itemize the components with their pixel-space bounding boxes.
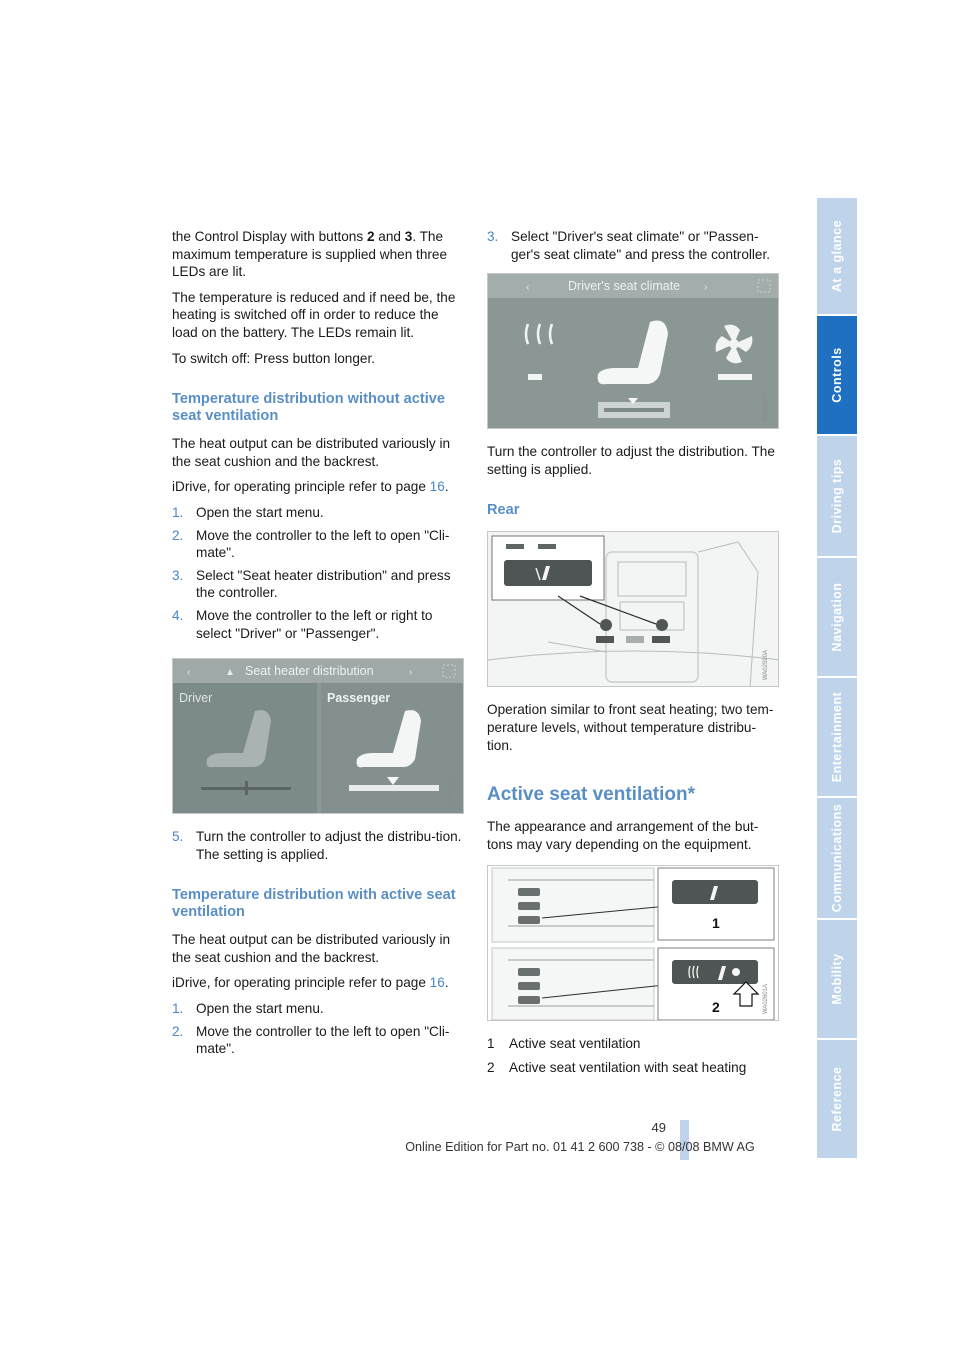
figure-drivers-seat-climate <box>487 273 779 429</box>
page-link-16[interactable]: 16 <box>429 479 445 495</box>
fig1-code: VW01252S <box>448 776 455 808</box>
step-5-list <box>172 828 464 863</box>
figure-active-seat-ventilation <box>487 865 779 1021</box>
step-item: 2. Move the controller to the left to open "Cli-mate". <box>172 1023 450 1057</box>
page-number: 49 <box>651 1120 666 1135</box>
steps-without-list <box>172 504 464 642</box>
steps-with-list <box>172 1000 464 1058</box>
step-item: 4. Move the controller to the left or right to select "Driver" or "Passenger". <box>172 607 433 641</box>
page-link-16[interactable]: 16 <box>429 975 445 991</box>
with-paragraph-1: The heat output can be distributed variously in the seat cushion and the backrest. <box>172 932 451 965</box>
figure-seat-heater-distribution <box>172 658 464 814</box>
tab-driving-tips[interactable]: Driving tips <box>817 436 857 558</box>
fig3-code: WA02590A <box>763 650 770 681</box>
fig4-label-2: 2 <box>712 999 720 1016</box>
without-paragraph-2: iDrive, for operating principle refer to page 16. <box>172 479 449 495</box>
step-item: 5. Turn the controller to adjust the distribu-tion. The setting is applied. <box>172 829 462 862</box>
fig4-code: WA02601A <box>763 984 770 1015</box>
tab-navigation[interactable]: Navigation <box>817 558 857 678</box>
active-paragraph: The appearance and arrangement of the but-tons may vary depending on the equipment. <box>487 819 759 852</box>
step-item: 1. Open the start menu. <box>172 1001 324 1017</box>
fig1-title: Seat heater distribution <box>245 664 374 679</box>
after-fig2-paragraph: Turn the controller to adjust the distribution. The setting is applied. <box>487 444 775 477</box>
step-item: 3. Select "Seat heater distribution" and press the controller. <box>172 567 451 601</box>
tab-entertainment[interactable]: Entertainment <box>817 678 857 798</box>
fig4-label-1: 1 <box>712 915 720 932</box>
rear-paragraph: Operation similar to front seat heating; two tem-perature levels, without temperature distribu-tion. <box>487 702 774 753</box>
step-item: 1. Open the start menu. <box>172 504 324 520</box>
fig2-code: WA02297A <box>763 392 770 423</box>
step-3-list <box>487 228 779 263</box>
fig1-passenger-label: Passenger <box>327 691 391 706</box>
heading-without-ventilation: Temperature distribution without active seat ventilation <box>172 391 445 425</box>
fig2-title: Driver's seat climate <box>568 279 681 294</box>
without-paragraph-1: The heat output can be distributed variously in the seat cushion and the backrest. <box>172 436 451 469</box>
step-item: 2. Move the controller to the left to open "Cli-mate". <box>172 527 450 561</box>
left-column <box>172 228 464 1066</box>
legend-item: 1 Active seat ventilation <box>487 1036 641 1052</box>
tab-communications[interactable]: Communications <box>817 798 857 920</box>
with-paragraph-2: iDrive, for operating principle refer to page 16. <box>172 975 449 991</box>
heading-active-seat-ventilation: Active seat ventilation* <box>487 784 696 806</box>
chapter-tabs <box>817 198 857 1160</box>
tab-mobility[interactable]: Mobility <box>817 920 857 1040</box>
svg-text:‹: ‹ <box>187 667 191 679</box>
intro-paragraph-3: To switch off: Press button longer. <box>172 350 376 366</box>
svg-text:›: › <box>704 282 708 294</box>
svg-text:‹: ‹ <box>526 282 530 294</box>
heading-with-ventilation: Temperature distribution with active seat ventilation <box>172 887 456 921</box>
legend-item: 2 Active seat ventilation with seat heating <box>487 1059 747 1075</box>
svg-text:›: › <box>409 667 413 679</box>
intro-paragraph-2: The temperature is reduced and if need be, the heating is switched off in order to reduce the load on the battery. The LEDs remain lit. <box>172 289 456 340</box>
fig1-driver-label: Driver <box>179 691 213 706</box>
heading-rear: Rear <box>487 502 520 519</box>
intro-paragraph-1: the Control Display with buttons 2 and 3. The maximum temperature is supplied when three LEDs are lit. <box>172 229 448 280</box>
right-column <box>487 228 779 1083</box>
tab-controls[interactable]: Controls <box>817 316 857 436</box>
step-item: 3. Select "Driver's seat climate" or "Passen-ger's seat climate" and press the controller. <box>487 229 771 262</box>
tab-reference[interactable]: Reference <box>817 1040 857 1160</box>
footer <box>0 1140 960 1154</box>
footer-text: Online Edition for Part no. 01 41 2 600 738 - © 08/08 BMW AG <box>405 1140 755 1154</box>
tab-at-a-glance[interactable]: At a glance <box>817 198 857 316</box>
legend-list <box>487 1035 779 1076</box>
figure-rear-seat-heating <box>487 531 779 687</box>
svg-text:▲: ▲ <box>225 667 235 679</box>
